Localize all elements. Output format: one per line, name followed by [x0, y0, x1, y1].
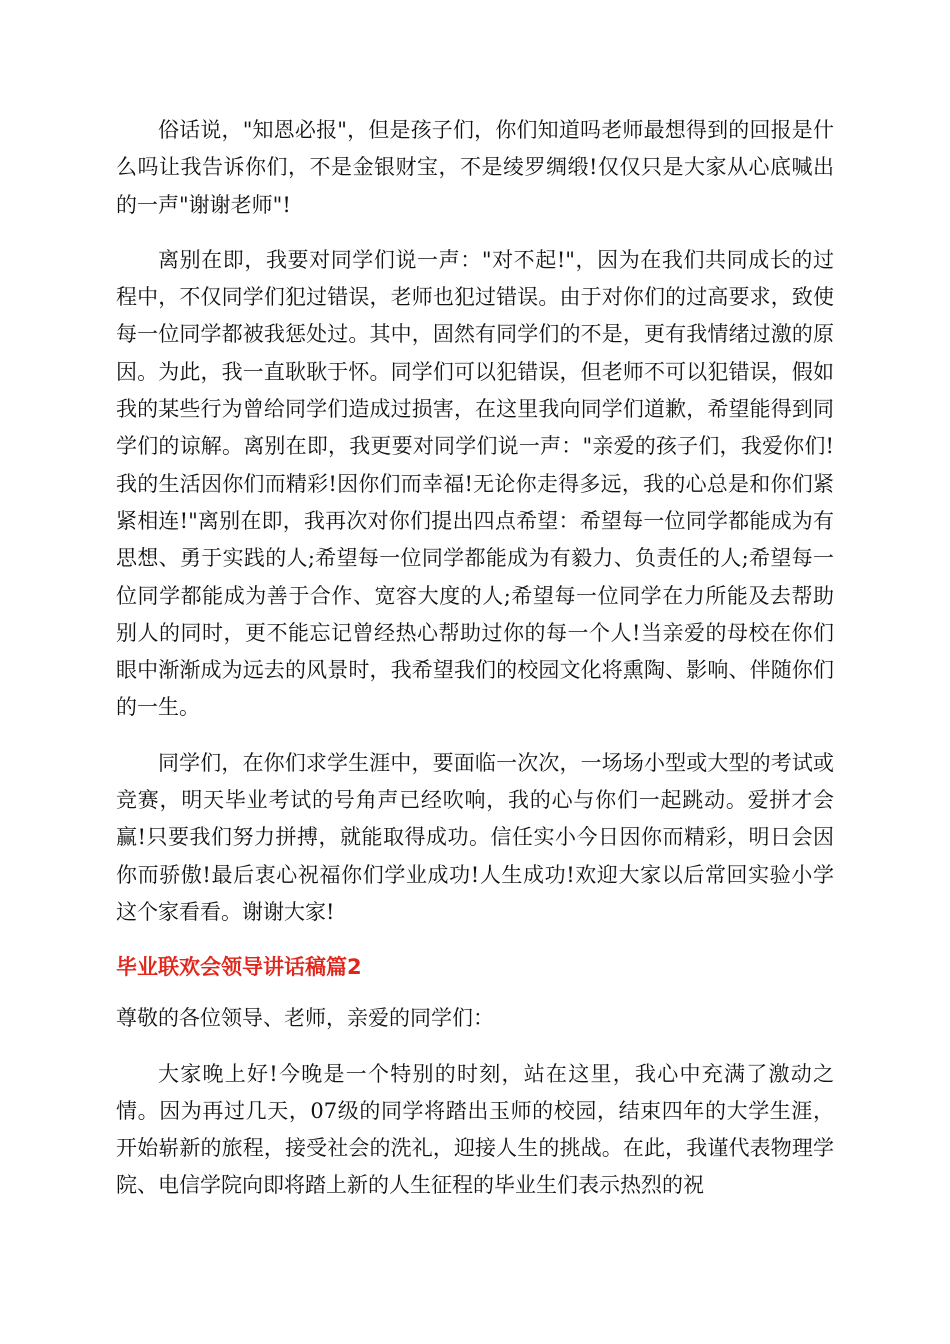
document-page	[116, 112, 834, 1223]
paragraph-opening-speech: 大家晚上好!今晚是一个特别的时刻，站在这里，我心中充满了激动之情。因为再过几天，07级的同学将踏出玉师的校园，结束四年的大学生涯，开始崭新的旅程，接受社会的洗礼，迎接人生的挑战。在此，我谨代表物理学院、电信学院向即将踏上新的人生征程的毕业生们表示热烈的祝	[116, 1061, 834, 1198]
paragraph-exam-blessing: 同学们，在你们求学生涯中，要面临一次次，一场场小型或大型的考试或竞赛，明天毕业考试的号角声已经吹响，我的心与你们一起跳动。爱拼才会赢!只要我们努力拼搏，就能取得成功。信任实小今日因你而精彩，明日会因你而骄傲!最后衷心祝福你们学业成功!人生成功!欢迎大家以后常回实验小学这个家看看。谢谢大家!	[116, 750, 834, 924]
salutation: 尊敬的各位领导、老师，亲爱的同学们：	[116, 1006, 494, 1031]
section-heading: 毕业联欢会领导讲话稿篇2	[116, 955, 362, 980]
paragraph-farewell-apology: 离别在即，我要对同学们说一声："对不起!"，因为在我们共同成长的过程中，不仅同学们犯过错误，老师也犯过错误。由于对你们的过高要求，致使每一位同学都被我惩处过。其中，固然有同学们的不是，更有我情绪过激的原因。为此，我一直耿耿于怀。同学们可以犯错误，但老师不可以犯错误，假如我的某些行为曾给同学们造成过损害，在这里我向同学们道歉，希望能得到同学们的谅解。离别在即，我更要对同学们说一声："亲爱的孩子们，我爱你们!我的生活因你们而精彩!因你们而幸福!无论你走得多远，我的心总是和你们紧紧相连!"离别在即，我再次对你们提出四点希望：希望每一位同学都能成为有思想、勇于实践的人;希望每一位同学都能成为有毅力、负责任的人;希望每一位同学都能成为善于合作、宽容大度的人;希望每一位同学在力所能及去帮助别人的同时，更不能忘记曾经热心帮助过你的每一个人!当亲爱的母校在你们眼中渐渐成为远去的风景时，我希望我们的校园文化将熏陶、影响、伴随你们的一生。	[116, 247, 834, 720]
paragraph-gratitude: 俗话说，"知恩必报"，但是孩子们，你们知道吗老师最想得到的回报是什么吗让我告诉你们，不是金银财宝，不是绫罗绸缎!仅仅只是大家从心底喊出的一声"谢谢老师"!	[116, 118, 834, 217]
